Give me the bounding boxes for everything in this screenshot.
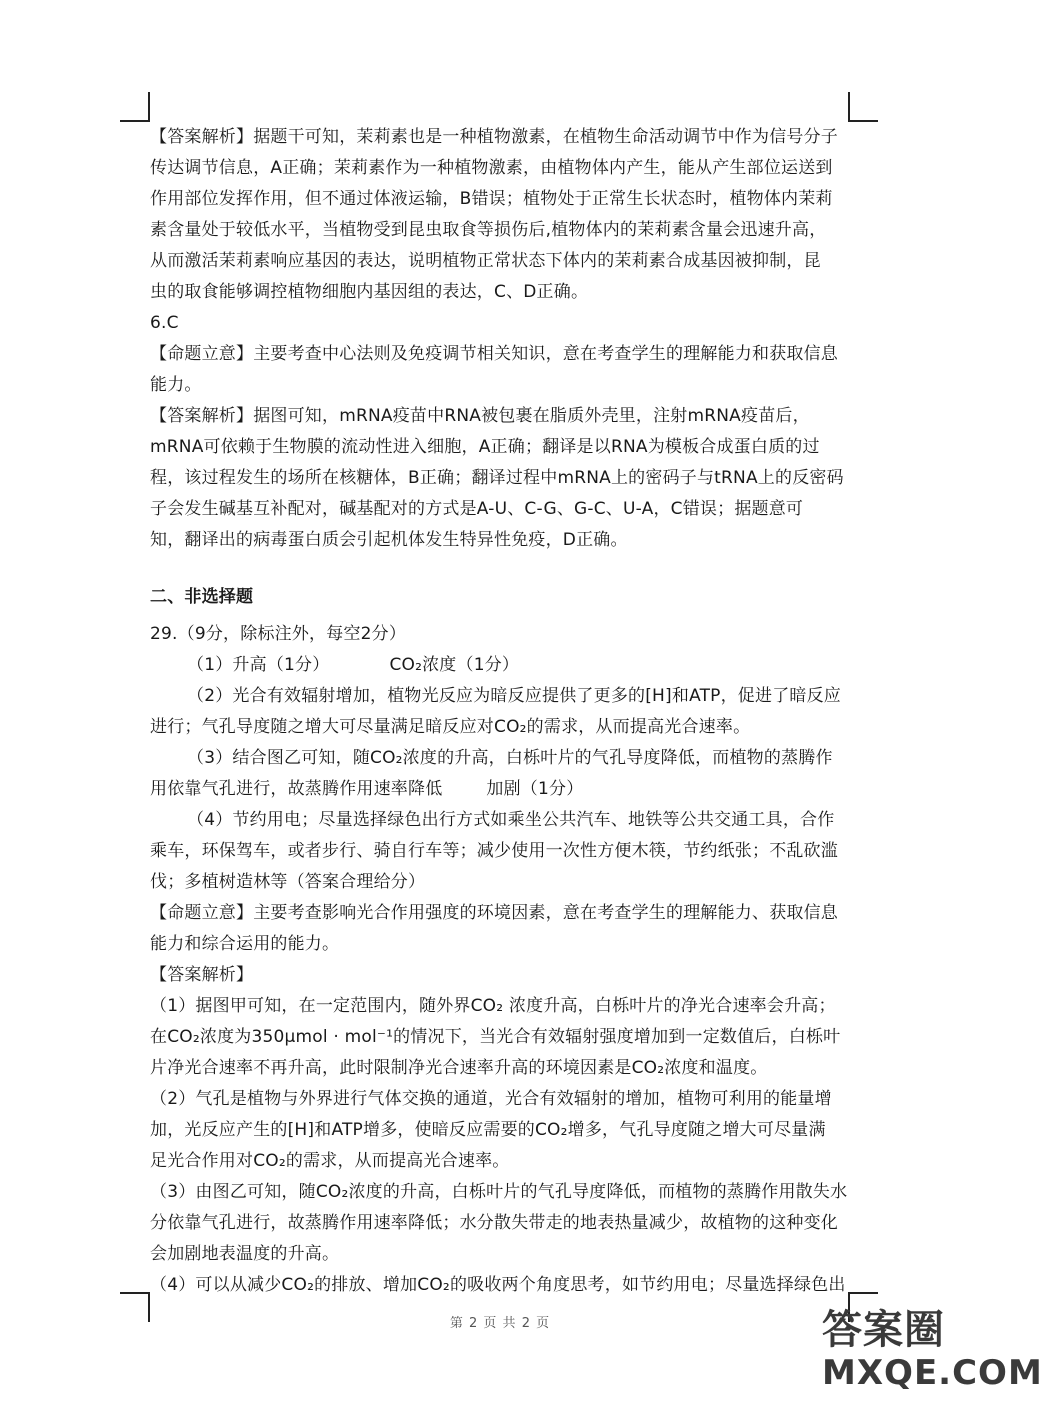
text-line: （3）结合图乙可知，随CO₂浓度的升高，白栎叶片的气孔导度降低，而植物的蒸腾作: [187, 748, 833, 768]
text-line: 作用部位发挥作用，但不通过体液运输，B错误；植物处于正常生长状态时，植物体内茉莉: [150, 189, 833, 209]
page-number: 第 2 页 共 2 页: [449, 1316, 551, 1331]
text-line: 伐；多植树造林等（答案合理给分）: [150, 872, 426, 892]
text-line: 【答案解析】据题干可知，茉莉素也是一种植物激素，在植物生命活动调节中作为信号分子: [150, 127, 838, 147]
q29-answer-3: [150, 743, 860, 805]
text-line: 会加剧地表温度的升高。: [150, 1244, 340, 1264]
watermark-logo-text: 答案圈: [822, 1307, 945, 1353]
q6-analysis: [150, 401, 860, 556]
text-line: 子会发生碱基互补配对，碱基配对的方式是A-U、C-G、G-C、U-A，C错误；据题意可: [150, 499, 804, 519]
q29-analysis-title: 【答案解析】: [150, 965, 254, 985]
q29-intent: [150, 898, 860, 960]
text-line: [150, 774, 860, 805]
text-line: 【命题立意】主要考查影响光合作用强度的环境因素，意在考查学生的理解能力、获取信息: [150, 903, 838, 923]
q29-header: 29.（9分，除标注外，每空2分）: [150, 624, 407, 644]
q6-intent: [150, 339, 860, 401]
text-line: 能力。: [150, 375, 202, 395]
q29-answer-3-part-b: 加剧（1分）: [486, 779, 584, 799]
text-line: 传达调节信息，A正确；茉莉素作为一种植物激素，由植物体内产生，能从产生部位运送到: [150, 158, 833, 178]
q29-analysis: [150, 991, 860, 1301]
crop-mark-top-left-vertical: [148, 92, 150, 122]
text-line: （2）光合有效辐射增加，植物光反应为暗反应提供了更多的[H]和ATP，促进了暗反应: [187, 686, 842, 706]
text-line: 足光合作用对CO₂的需求，从而提高光合速率。: [150, 1151, 510, 1171]
site-watermark: [822, 1307, 1043, 1405]
watermark-domain-text: MXQE.COM: [822, 1353, 1043, 1393]
section-title: 二、非选择题: [150, 587, 254, 607]
text-line: 程，该过程发生的场所在核糖体，B正确；翻译过程中mRNA上的密码子与tRNA上的反密码: [150, 468, 844, 488]
text-line: 乘车，环保驾车，或者步行、骑自行车等；减少使用一次性方便木筷，节约纸张；不乱砍滥: [150, 841, 838, 861]
text-line: 知，翻译出的病毒蛋白质会引起机体发生特异性免疫，D正确。: [150, 530, 628, 550]
text-line: 【答案解析】据图可知，mRNA疫苗中RNA被包裹在脂质外壳里，注射mRNA疫苗后，: [150, 406, 810, 426]
crop-mark-top-left-horizontal: [120, 120, 150, 122]
q29-answer-2: [150, 681, 860, 743]
crop-mark-top-right-vertical: [848, 92, 850, 122]
crop-mark-bottom-left-horizontal: [120, 1292, 150, 1294]
text-line: 在CO₂浓度为350μmol · mol⁻¹的情况下，当光合有效辐射强度增加到一定数值后，白栎叶: [150, 1027, 841, 1047]
q29-answer-1-part-a: （1）升高（1分）: [187, 655, 330, 675]
text-line: 从而激活茉莉素响应基因的表达，说明植物正常状态下体内的茉莉素合成基因被抑制，昆: [150, 251, 821, 271]
text-line: 分依靠气孔进行，故蒸腾作用速率降低；水分散失带走的地表热量减少，故植物的这种变化: [150, 1213, 838, 1233]
text-line: （2）气孔是植物与外界进行气体交换的通道，光合有效辐射的增加，植物可利用的能量增: [150, 1089, 832, 1109]
q29-answer-1-part-b: CO₂浓度（1分）: [389, 655, 520, 675]
text-line: 【命题立意】主要考查中心法则及免疫调节相关知识，意在考查学生的理解能力和获取信息: [150, 344, 838, 364]
text-line: 进行；气孔导度随之增大可尽量满足暗反应对CO₂的需求，从而提高光合速率。: [150, 717, 751, 737]
text-line: mRNA可依赖于生物膜的流动性进入细胞，A正确；翻译是以RNA为模板合成蛋白质的过: [150, 437, 820, 457]
page-body: [150, 122, 860, 1301]
q29-answer-3-part-a: 用依靠气孔进行，故蒸腾作用速率降低: [150, 779, 443, 799]
text-line: 虫的取食能够调控植物细胞内基因组的表达，C、D正确。: [150, 282, 589, 302]
text-line: 加，光反应产生的[H]和ATP增多，使暗反应需要的CO₂增多，气孔导度随之增大可尽量满: [150, 1120, 826, 1140]
text-line: （4）节约用电；尽量选择绿色出行方式如乘坐公共汽车、地铁等公共交通工具，合作: [187, 810, 835, 830]
q5-analysis: [150, 122, 860, 308]
text-line: 能力和综合运用的能力。: [150, 934, 340, 954]
q29-answer-1: [150, 650, 860, 681]
text-line: （1）据图甲可知，在一定范围内，随外界CO₂ 浓度升高，白栎叶片的净光合速率会升高；: [150, 996, 836, 1016]
q29-answer-4: [150, 805, 860, 898]
text-line: 素含量处于较低水平，当植物受到昆虫取食等损伤后,植物体内的茉莉素含量会迅速升高，: [150, 220, 827, 240]
text-line: （3）由图乙可知，随CO₂浓度的升高，白栎叶片的气孔导度降低，而植物的蒸腾作用散失水: [150, 1182, 848, 1202]
q6-answer: 6.C: [150, 313, 179, 333]
text-line: 片净光合速率不再升高，此时限制净光合速率升高的环境因素是CO₂浓度和温度。: [150, 1058, 768, 1078]
text-line: （4）可以从减少CO₂的排放、增加CO₂的吸收两个角度思考，如节约用电；尽量选择绿色出: [150, 1275, 846, 1295]
